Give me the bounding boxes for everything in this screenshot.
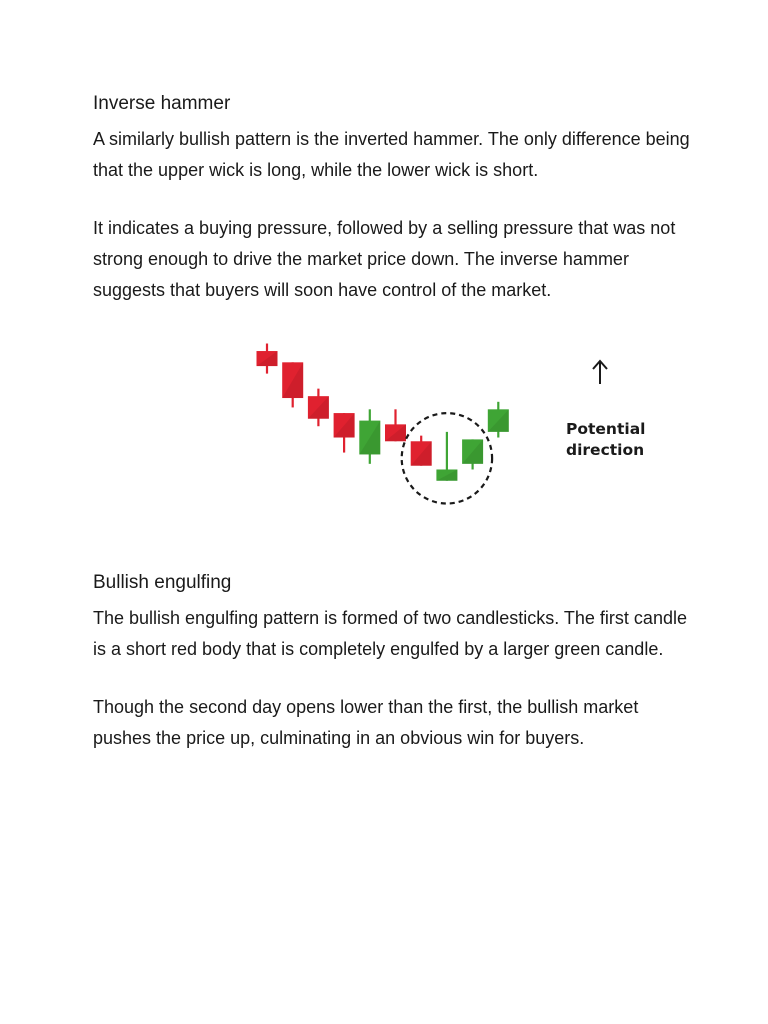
section-heading: Bullish engulfing (93, 572, 232, 593)
paragraph: It indicates a buying pressure, followed by a selling pressure that was not strong enough to drive the market price down. The inverse hammer suggests that buyers will soon have control of the market. (93, 218, 676, 300)
up-arrow-icon (593, 361, 607, 384)
paragraph: Though the second day opens lower than the first, the bullish market pushes the price up, culminating in an obvious win for buyers. (93, 697, 639, 748)
candles-group (257, 344, 509, 481)
direction-label-line2: direction (566, 441, 645, 459)
candlestick-chart (93, 324, 693, 546)
document-body (93, 92, 693, 754)
paragraph: The bullish engulfing pattern is formed of two candlesticks. The first candle is a short red body that is completely engulfed by a larger green candle. (93, 608, 687, 659)
direction-label-line1: Potential (566, 420, 646, 438)
section-heading: Inverse hammer (93, 93, 231, 114)
paragraph: A similarly bullish pattern is the inverted hammer. The only difference being that the upper wick is long, while the lower wick is short. (93, 129, 690, 180)
candlestick-figure (93, 324, 693, 546)
section-inverse-hammer (93, 92, 693, 306)
section-bullish-engulfing (93, 571, 693, 754)
